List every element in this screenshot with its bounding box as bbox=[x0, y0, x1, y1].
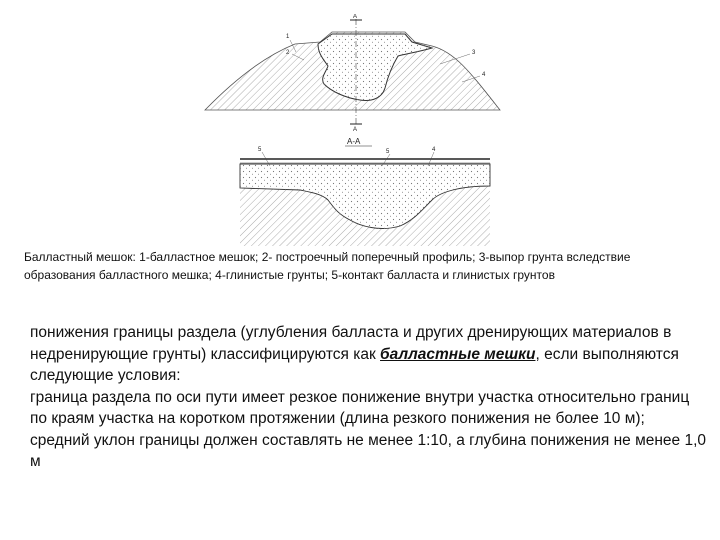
paragraph-1 bbox=[30, 322, 710, 387]
ballast-pocket-drawing bbox=[200, 14, 520, 246]
longitudinal-section bbox=[240, 147, 490, 246]
p1-after: , если выполняются следующие условия: bbox=[30, 345, 679, 384]
ballast-pocket-figure bbox=[200, 14, 520, 246]
label-1: 1 bbox=[286, 34, 290, 40]
label-5b: 5 bbox=[386, 149, 390, 155]
figure-caption: Балластный мешок: 1-балластное мешок; 2- построечный поперечный профиль; 3-выпор грунта вследствие образования балластного мешка; 4-глинистые грунты; 5-контакт балласта и глинистых грунтов bbox=[24, 250, 631, 282]
section-title: А-А bbox=[347, 137, 361, 146]
body-text bbox=[30, 322, 710, 473]
cross-section-profile bbox=[205, 14, 500, 133]
label-3: 3 bbox=[472, 50, 476, 56]
p1-before: понижения границы раздела (углубления балласта и других дренирующих материалов в недренирующие грунты) классифицируются как bbox=[30, 324, 672, 363]
label-2: 2 bbox=[286, 50, 290, 56]
paragraph-2: граница раздела по оси пути имеет резкое понижение внутри участка относительно границ по краям участка на коротком протяжении (длина резкого понижения не более 10 м); bbox=[30, 388, 690, 427]
label-4b: 4 bbox=[432, 147, 436, 153]
paragraph-3: средний уклон границы должен составлять не менее 1:10, а глубина понижения не менее 1,0 м bbox=[30, 431, 707, 470]
label-5a: 5 bbox=[258, 147, 262, 153]
section-marker-bottom-label: А bbox=[353, 127, 358, 133]
section-marker-top-label: А bbox=[353, 14, 358, 20]
label-4: 4 bbox=[482, 72, 486, 78]
emphasis-term: балластные мешки bbox=[380, 345, 536, 363]
